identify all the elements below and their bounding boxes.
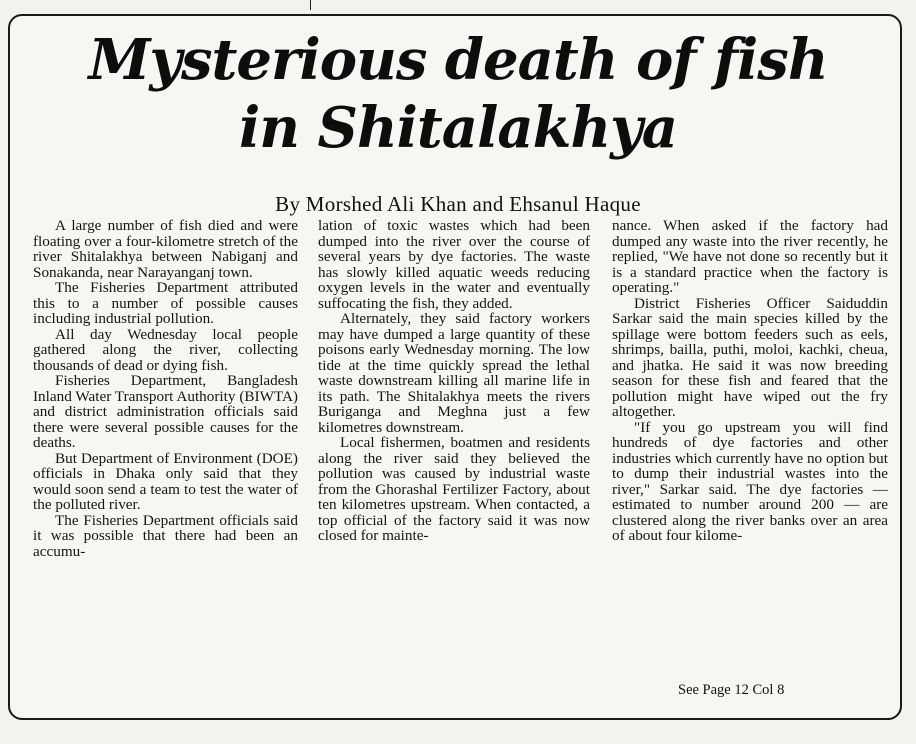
paragraph: District Fisheries Officer Saiduddin Sarkar said the main species killed by the spillage were bottom feeders such as eels, shrimps, bailla, puthi, moloi, kachki, cheua, and jhatka. He said it was now breeding season for these fish and feared that the pollution might have wiped out the fry altogether. — [612, 294, 888, 420]
paragraph: lation of toxic wastes which had been dumped into the river over the course of several years by dye factories. The waste has slowly killed aquatic weeds reducing oxygen levels in the water and eventually suffocating the fish, they added. — [318, 217, 590, 312]
article-column-1 — [33, 218, 298, 559]
paragraph: Local fishermen, boatmen and residents along the river said they believed the pollution was caused by industrial waste from the Ghorashal Fertilizer Factory, about ten kilometres upstream. When contacted, a top official of the factory said it was now closed for mainte- — [318, 434, 590, 544]
paragraph: The Fisheries Department officials said it was possible that there had been an accumu- — [33, 511, 298, 560]
previous-page-strip — [0, 0, 916, 10]
paragraph: Alternately, they said factory workers may have dumped a large quantity of these poisons early Wednesday morning. The low tide at the time quickly spread the lethal waste downstream killing all marine life in its path. The Shitalakhya meets the rivers Buriganga and Meghna just a few kilometres downstream. — [318, 310, 590, 436]
column-rule — [310, 0, 311, 10]
article-column-3 — [612, 218, 888, 544]
paragraph: "If you go upstream you will find hundreds of dye factories and other industries which currently have no option but to dump their industrial wastes into the river," Sarkar said. The dye factories — estimated to number around 200 — are clustered along the river banks over an area of about four kilome- — [612, 418, 888, 544]
headline — [0, 26, 916, 162]
paragraph: Fisheries Department, Bangladesh Inland Water Transport Authority (BIWTA) and district administration officials said there were several possible causes for the deaths. — [33, 372, 298, 451]
headline-line-1: Mysterious death of fish — [88, 27, 828, 93]
byline: By Morshed Ali Khan and Ehsanul Haque — [275, 192, 641, 216]
continued-on-page-line: See Page 12 Col 8 — [678, 682, 785, 698]
paragraph: All day Wednesday local people gathered along the river, collecting thousands of dead or dying fish. — [33, 325, 298, 374]
paragraph: A large number of fish died and were floating over a four-kilometre stretch of the river Shitalakhya between Nabiganj and Sonakanda, near Narayanganj town. — [33, 217, 298, 281]
article-column-2 — [318, 218, 590, 544]
paragraph: The Fisheries Department attributed this to a number of possible causes including industrial pollution. — [33, 279, 298, 327]
paragraph: nance. When asked if the factory had dumped any waste into the river recently, he replied, "We have not done so recently but it is a standard practice when the factory is operating." — [612, 217, 888, 296]
paragraph: But Department of Environment (DOE) officials in Dhaka only said that they would soon send a team to test the water of the polluted river. — [33, 449, 298, 513]
headline-line-2: in Shitalakhya — [239, 95, 677, 161]
